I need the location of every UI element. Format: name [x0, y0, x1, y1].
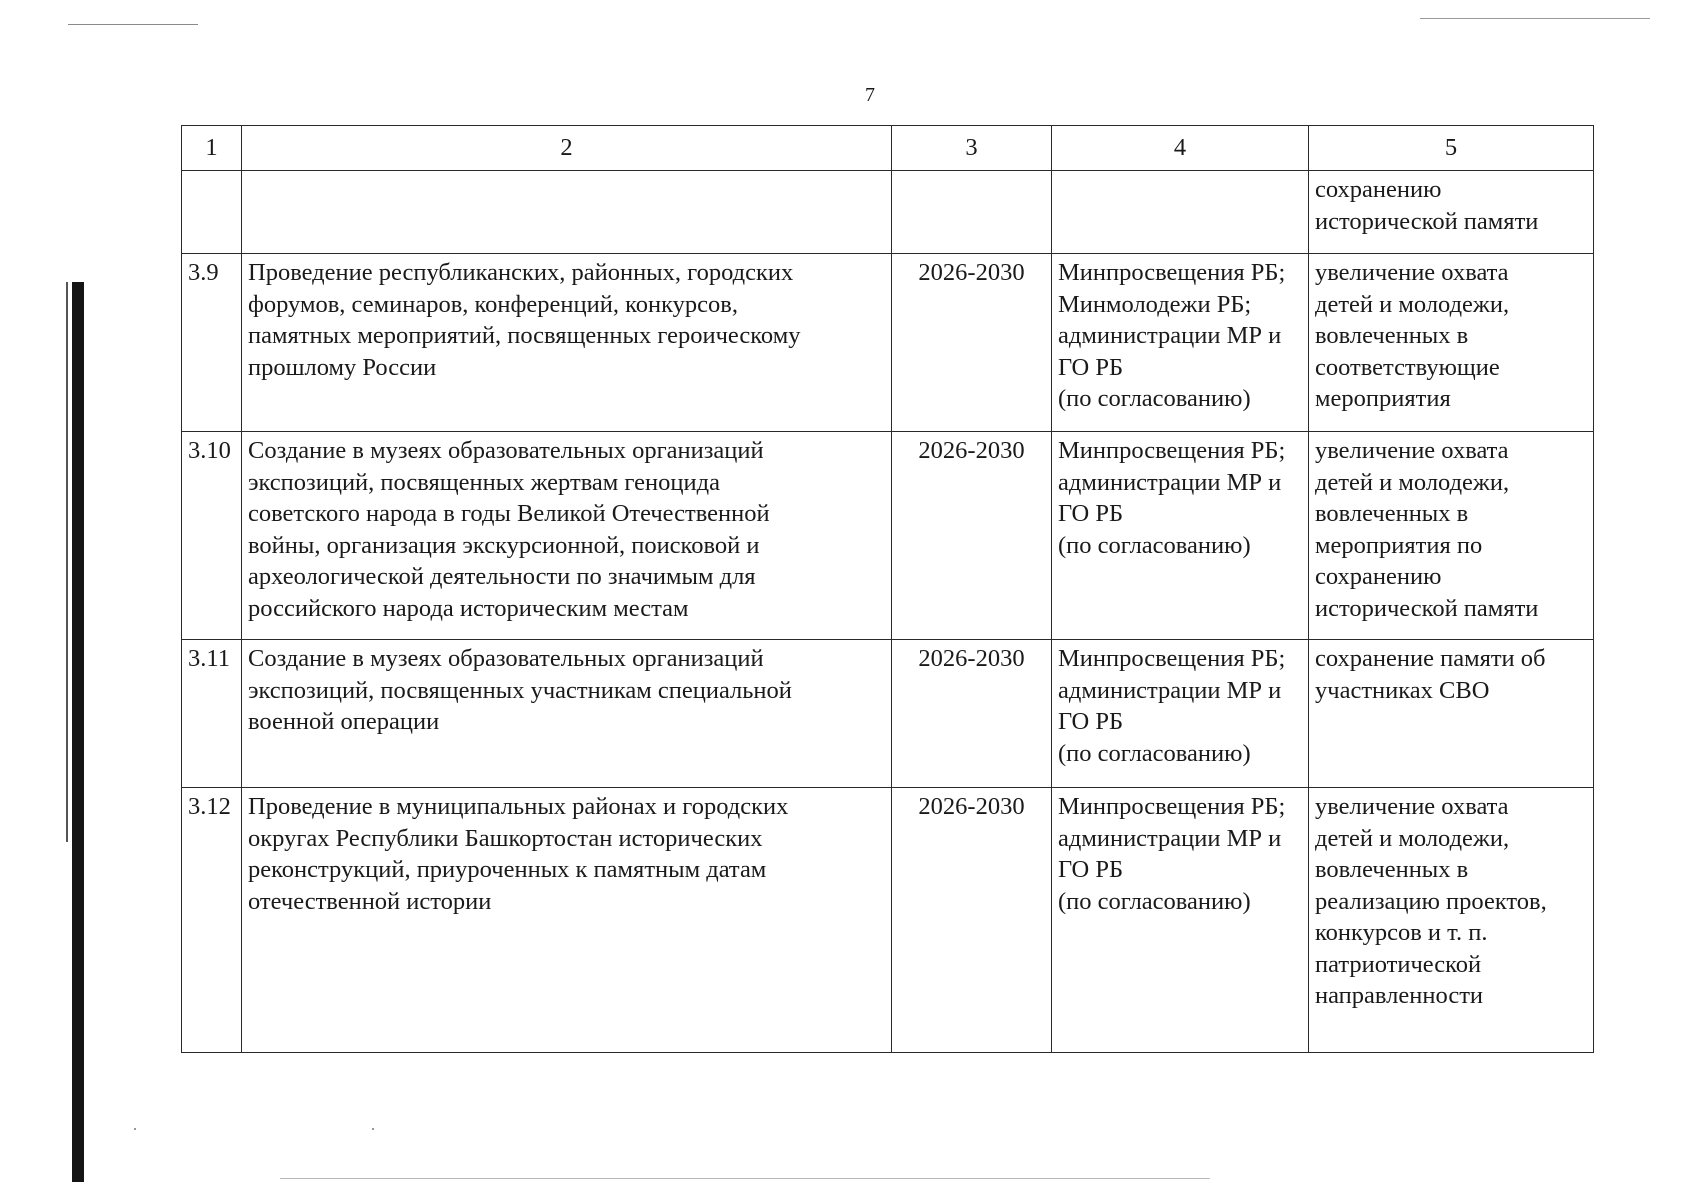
result-line: сохранению [1315, 176, 1442, 203]
table-row-continuation [182, 171, 1594, 254]
activity-line: советского народа в годы Великой Отечественной [248, 500, 770, 527]
result-line: вовлеченных в [1315, 322, 1469, 349]
scan-binding-edge [66, 282, 68, 842]
table-row [182, 254, 1594, 432]
activity-line: Проведение в муниципальных районах и городских [248, 793, 789, 820]
result-line: детей и молодежи, [1315, 468, 1510, 496]
executors-cell [1052, 432, 1309, 640]
period-cell [892, 171, 1052, 254]
result-line: увеличение охвата [1315, 259, 1509, 286]
activity-line: экспозиций, посвященных участникам специальной [248, 676, 792, 704]
result-line: сохранению [1315, 563, 1442, 590]
scan-binding-shadow [72, 282, 84, 1182]
table-row [182, 640, 1594, 788]
page-number: 7 [865, 84, 875, 106]
activity-line: реконструкций, приуроченных к памятным датам [248, 856, 767, 883]
period-cell: 2026-2030 [892, 640, 1052, 788]
column-number-3: 3 [892, 126, 1052, 171]
scan-artifact-bottom [280, 1178, 1210, 1179]
activity-line: Создание в музеях образовательных организаций [248, 645, 764, 672]
executor-line: администрации МР и [1058, 676, 1282, 704]
column-number-5: 5 [1309, 126, 1594, 171]
executor-line: Минпросвещения РБ; [1058, 259, 1286, 286]
executor-line: администрации МР и [1058, 824, 1282, 852]
column-number-4: 4 [1052, 126, 1309, 171]
executor-line: Минмолодежи РБ; [1058, 290, 1252, 318]
executors-cell [1052, 171, 1309, 254]
period-cell: 2026-2030 [892, 254, 1052, 432]
executor-line: ГО РБ [1058, 708, 1124, 735]
executors-cell [1052, 254, 1309, 432]
result-line: направленности [1315, 982, 1484, 1009]
executor-line: администрации МР и [1058, 468, 1282, 496]
executor-line: администрации МР и [1058, 322, 1282, 349]
table-header-row [182, 126, 1594, 171]
executor-line: ГО РБ [1058, 856, 1124, 883]
activity-line: Создание в музеях образовательных организаций [248, 437, 764, 464]
executor-line: (по согласованию) [1058, 385, 1251, 412]
result-line: реализацию проектов, [1315, 887, 1547, 915]
result-line: соответствующие [1315, 353, 1500, 381]
result-line: мероприятия [1315, 385, 1451, 412]
activity-line: отечественной истории [248, 887, 492, 915]
activity-line: экспозиций, посвященных жертвам геноцида [248, 468, 720, 496]
executor-line: Минпросвещения РБ; [1058, 793, 1286, 820]
result-line: конкурсов и т. п. [1315, 919, 1488, 946]
result-line: мероприятия по [1315, 531, 1483, 559]
activity-line: памятных мероприятий, посвященных героическому [248, 322, 801, 349]
executor-line: Минпросвещения РБ; [1058, 645, 1286, 672]
result-line: вовлеченных в [1315, 500, 1469, 527]
activity-line: округах Республики Башкортостан исторических [248, 824, 763, 852]
executor-line: ГО РБ [1058, 353, 1124, 381]
result-cell [1309, 171, 1594, 254]
result-line: участниках СВО [1315, 676, 1490, 704]
activity-cell [242, 254, 892, 432]
item-number: 3.12 [182, 788, 242, 1053]
result-line: исторической памяти [1315, 207, 1539, 235]
table-row [182, 432, 1594, 640]
executor-line: (по согласованию) [1058, 887, 1251, 915]
executor-line: (по согласованию) [1058, 531, 1251, 559]
result-line: детей и молодежи, [1315, 290, 1510, 318]
scan-speck [372, 1128, 374, 1130]
scan-speck [134, 1128, 136, 1130]
result-cell [1309, 788, 1594, 1053]
item-number: 3.9 [182, 254, 242, 432]
activity-line: археологической деятельности по значимым для [248, 563, 756, 590]
activity-line: прошлому России [248, 353, 437, 381]
num-cell [182, 171, 242, 254]
result-line: исторической памяти [1315, 594, 1539, 622]
executors-cell [1052, 788, 1309, 1053]
result-line: вовлеченных в [1315, 856, 1469, 883]
period-cell: 2026-2030 [892, 432, 1052, 640]
scan-artifact-top-left [68, 24, 198, 25]
result-line: увеличение охвата [1315, 437, 1509, 464]
result-line: увеличение охвата [1315, 793, 1509, 820]
activities-table [181, 125, 1594, 1053]
result-line: сохранение памяти об [1315, 645, 1546, 672]
column-number-2: 2 [242, 126, 892, 171]
executor-line: (по согласованию) [1058, 739, 1251, 767]
activity-line: военной операции [248, 708, 440, 735]
column-number-1: 1 [182, 126, 242, 171]
item-number: 3.11 [182, 640, 242, 788]
result-line: патриотической [1315, 950, 1482, 978]
activity-cell [242, 171, 892, 254]
period-cell: 2026-2030 [892, 788, 1052, 1053]
result-cell [1309, 432, 1594, 640]
executor-line: ГО РБ [1058, 500, 1124, 527]
result-cell [1309, 254, 1594, 432]
scan-artifact-top-right [1420, 18, 1650, 19]
activity-line: войны, организация экскурсионной, поисковой и [248, 531, 760, 559]
activity-cell [242, 432, 892, 640]
activity-line: форумов, семинаров, конференций, конкурсов, [248, 290, 738, 318]
activity-line: Проведение республиканских, районных, городских [248, 259, 794, 286]
result-cell [1309, 640, 1594, 788]
item-number: 3.10 [182, 432, 242, 640]
activity-cell [242, 640, 892, 788]
activity-line: российского народа историческим местам [248, 594, 689, 622]
executor-line: Минпросвещения РБ; [1058, 437, 1286, 464]
activity-cell [242, 788, 892, 1053]
executors-cell [1052, 640, 1309, 788]
result-line: детей и молодежи, [1315, 824, 1510, 852]
table-row [182, 788, 1594, 1053]
